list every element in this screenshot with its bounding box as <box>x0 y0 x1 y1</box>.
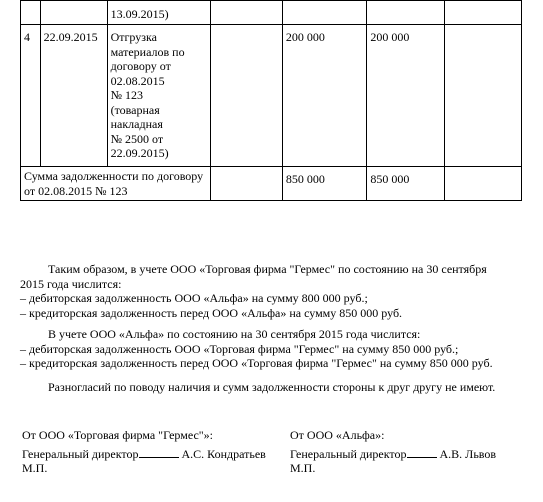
cell-empty <box>444 25 521 167</box>
table-row <box>21 25 522 167</box>
summary-paragraph-3 <box>20 380 530 395</box>
list-item: – кредиторская задолженность перед ООО «Альфа» на сумму 850 000 руб. <box>20 305 403 320</box>
text-line: В учете ООО «Альфа» по состоянию на 30 сентября 2015 года числится: <box>48 327 421 341</box>
list-item: – дебиторская задолженность ООО «Торговая фирма "Гермес" на сумму 850 000 руб.; <box>20 341 459 356</box>
cell-empty <box>367 1 444 25</box>
signature-left-name: А.С. Кондратьев <box>181 447 266 461</box>
signature-right-from: От ООО «Альфа»: <box>290 428 385 442</box>
cell-num <box>21 1 41 25</box>
signature-left-position: Генеральный директор <box>22 447 139 461</box>
text-line: Таким образом, в учете ООО «Торговая фирма "Гермес" по состоянию на 30 сентября <box>48 262 487 276</box>
signature-right-position: Генеральный директор <box>290 447 407 461</box>
cell-description: Отгрузка материалов по договору от 02.08.2015 № 123 (товарная накладная № 2500 от 22.09.2015) <box>107 25 210 167</box>
cell-empty <box>282 1 367 25</box>
cell-description: 13.09.2015) <box>107 1 210 25</box>
cell-empty <box>210 167 282 201</box>
signature-right-stamp: М.П. <box>290 461 316 475</box>
cell-empty <box>210 1 282 25</box>
list-item: – дебиторская задолженность ООО «Альфа» на сумму 800 000 руб.; <box>20 291 368 305</box>
signature-left-line <box>22 447 266 462</box>
signature-right-name: А.В. Львов <box>439 447 497 461</box>
list-item: – кредиторская задолженность перед ООО «Торговая фирма "Гермес" на сумму 850 000 руб. <box>20 356 493 370</box>
signature-right-line <box>290 447 496 462</box>
table-row <box>21 1 522 25</box>
table-row-total <box>21 167 522 201</box>
signature-left-stamp: М.П. <box>22 461 48 475</box>
signature-left-from: От ООО «Торговая фирма "Гермес"»: <box>22 428 214 442</box>
cell-date: 22.09.2015 <box>40 25 107 167</box>
cell-debit: 200 000 <box>282 25 367 167</box>
cell-date <box>40 1 107 25</box>
total-label: Сумма задолженности по договору от 02.08.2015 № 123 <box>21 167 211 201</box>
cell-credit: 200 000 <box>367 25 444 167</box>
summary-paragraph-1 <box>20 262 530 320</box>
cell-empty <box>444 167 521 201</box>
total-credit: 850 000 <box>367 167 444 201</box>
signature-blank-line <box>139 447 179 458</box>
cell-empty <box>444 1 521 25</box>
reconciliation-table <box>20 0 522 201</box>
text-line: Разногласий по поводу наличия и сумм задолженности стороны к друг другу не имеют. <box>48 380 496 394</box>
text-line: 2015 года числится: <box>20 276 122 291</box>
cell-empty <box>210 25 282 167</box>
summary-paragraph-2 <box>20 327 530 371</box>
cell-num: 4 <box>21 25 41 167</box>
total-debit: 850 000 <box>282 167 367 201</box>
signature-blank-line <box>407 447 437 458</box>
